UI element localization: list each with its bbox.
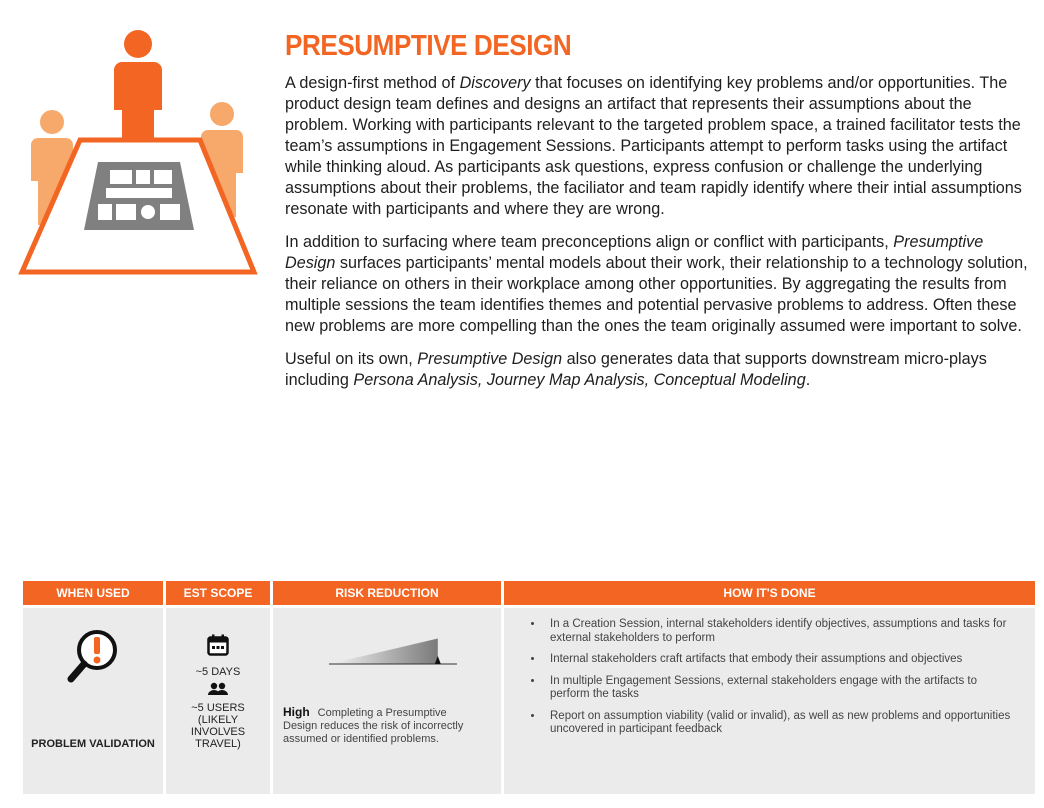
when-used-cell xyxy=(23,608,163,794)
description-paragraph-3: Useful on its own, Presumptive Design also generates data that supports downstream micro-plays including Persona Analysis, Journey Map Analysis, Conceptual Modeling. xyxy=(285,350,987,389)
how-its-done-list xyxy=(504,608,1035,737)
how-its-done-cell xyxy=(504,608,1035,794)
scope-days: ~5 DAYS xyxy=(195,666,241,678)
users-icon xyxy=(207,682,229,696)
magnifier-exclamation-icon xyxy=(67,628,119,684)
header-risk-reduction: RISK REDUCTION xyxy=(273,581,501,605)
method-summary-table xyxy=(20,578,1038,797)
risk-level: High xyxy=(283,705,310,719)
est-scope-cell xyxy=(166,608,270,794)
artifact-sketch xyxy=(84,162,194,230)
page-title: PRESUMPTIVE DESIGN xyxy=(285,30,572,62)
content-area xyxy=(285,30,1035,403)
header-when-used: WHEN USED xyxy=(23,581,163,605)
risk-reduction-cell xyxy=(273,608,501,794)
when-used-value: PROBLEM VALIDATION xyxy=(31,738,155,750)
list-item: • Report on assumption viability (valid or invalid), as well as new problems and opportunities uncovered in participant feedback xyxy=(544,710,1019,737)
scope-users: ~5 USERS (LIKELY INVOLVES TRAVEL) xyxy=(190,702,246,750)
hero-illustration xyxy=(18,22,258,280)
risk-gauge-visual xyxy=(329,628,457,668)
list-item: • In multiple Engagement Sessions, external stakeholders engage with the artifacts to perform the tasks xyxy=(544,675,1019,702)
description-paragraph-2: In addition to surfacing where team preconceptions align or conflict with participants, Presumptive Design surfaces participants’ mental models about their work, their relationship to a technology solution, their reliance on others in their workplace among other opportunities. By aggregating the results from multiple sessions the team identifies themes and potential pervasive problems to address. Often these new problems are more compelling than the ones the team originally assumed were important to solve. xyxy=(285,233,1028,335)
calendar-icon xyxy=(207,634,229,656)
description-paragraph-1: A design-first method of Discovery that focuses on identifying key problems and/or opportunities. The product design team defines and designs an artifact that represents their assumptions about the problem. Working with participants relevant to the targeted problem space, a trained facilitator tests the team’s assumptions in Engagement Sessions. Participants attempt to perform tasks using the artifact while thinking aloud. As participants ask questions, express confusion or challenge the underlying assumptions about their problems, the faciliator and team rapidly identify where their intial assumptions resonate with participants and where they are wrong. xyxy=(285,74,1022,218)
header-est-scope: EST SCOPE xyxy=(166,581,270,605)
risk-gauge-wedge xyxy=(329,639,438,665)
list-item: • In a Creation Session, internal stakeholders identify objectives, assumptions and tasks for external stakeholders to perform xyxy=(544,618,1019,645)
list-item: • Internal stakeholders craft artifacts that embody their assumptions and objectives xyxy=(544,653,1019,667)
table-header-row xyxy=(23,581,1035,605)
center-person-figure xyxy=(114,30,162,150)
table-row xyxy=(23,608,1035,794)
header-how-its-done: HOW IT'S DONE xyxy=(504,581,1035,605)
risk-description: High Completing a Presumptive Design reduces the risk of incorrectly assumed or identified problems. xyxy=(283,705,464,745)
